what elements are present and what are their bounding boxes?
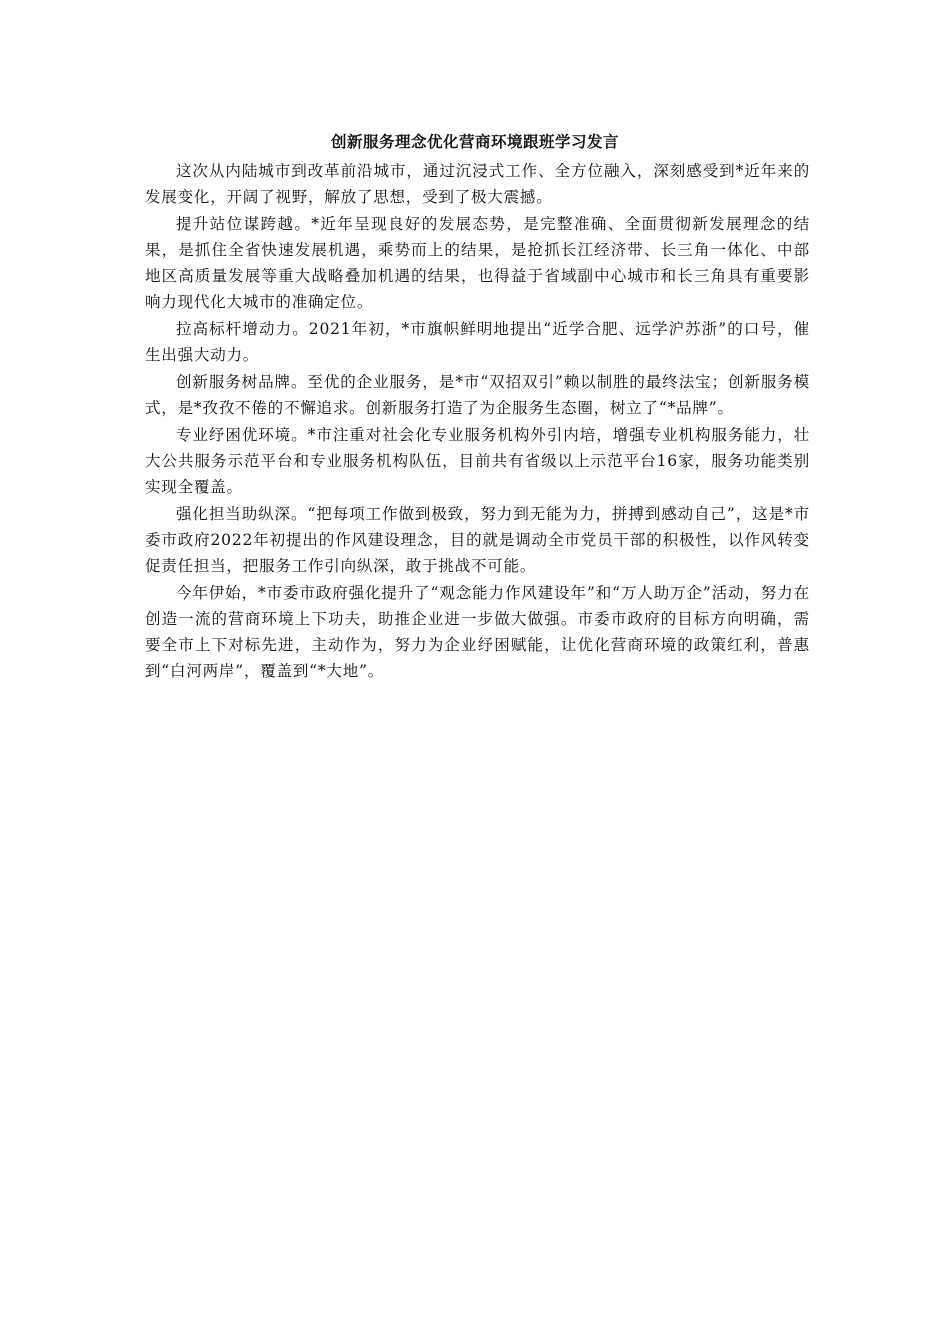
paragraph-conclusion: 今年伊始，*市委市政府强化提升了“观念能力作风建设年”和“万人助万企”活动，努力在创造一流的营商环境上下功夫，助推企业进一步做大做强。市委市政府的目标方向明确，需要全市上下对标先进，主动作为，努力为企业纾困赋能，让优化营商环境的政策红利，普惠到“白河两岸”，覆盖到“*大地”。 — [145, 584, 810, 680]
paragraph-benchmark: 拉高标杆增动力。2021年初，*市旗帜鲜明地提出“近学合肥、远学沪苏浙”的口号，催生出强大动力。 — [145, 320, 810, 364]
paragraph-intro: 这次从内陆城市到改革前沿城市，通过沉浸式工作、全方位融入，深刻感受到*近年来的发展变化，开阔了视野，解放了思想，受到了极大震撼。 — [145, 162, 810, 206]
paragraph-positioning: 提升站位谋跨越。*近年呈现良好的发展态势，是完整准确、全面贯彻新发展理念的结果，是抓住全省快速发展机遇，乘势而上的结果，是抢抓长江经济带、长三角一体化、中部地区高质量发展等重大战略叠加机遇的结果，也得益于省域副中心城市和长三角具有重要影响力现代化大城市的准确定位。 — [145, 215, 810, 311]
paragraph-responsibility: 强化担当助纵深。“把每项工作做到极致，努力到无能为力，拼搏到感动自己”，这是*市委市政府2022年初提出的作风建设理念，目的就是调动全市党员干部的积极性，以作风转变促责任担当，把服务工作引向纵深，敢于挑战不可能。 — [145, 505, 810, 575]
document-body — [145, 158, 810, 685]
paragraph-professional-support: 专业纾困优环境。*市注重对社会化专业服务机构外引内培，增强专业机构服务能力，壮大公共服务示范平台和专业服务机构队伍，目前共有省级以上示范平台16家，服务功能类别实现全覆盖。 — [145, 426, 810, 496]
document-title: 创新服务理念优化营商环境跟班学习发言 — [330, 132, 619, 151]
paragraph-service-brand: 创新服务树品牌。至优的企业服务，是*市“双招双引”赖以制胜的最终法宝；创新服务模式，是*孜孜不倦的不懈追求。创新服务打造了为企服务生态圈，树立了“*品牌”。 — [145, 373, 810, 417]
